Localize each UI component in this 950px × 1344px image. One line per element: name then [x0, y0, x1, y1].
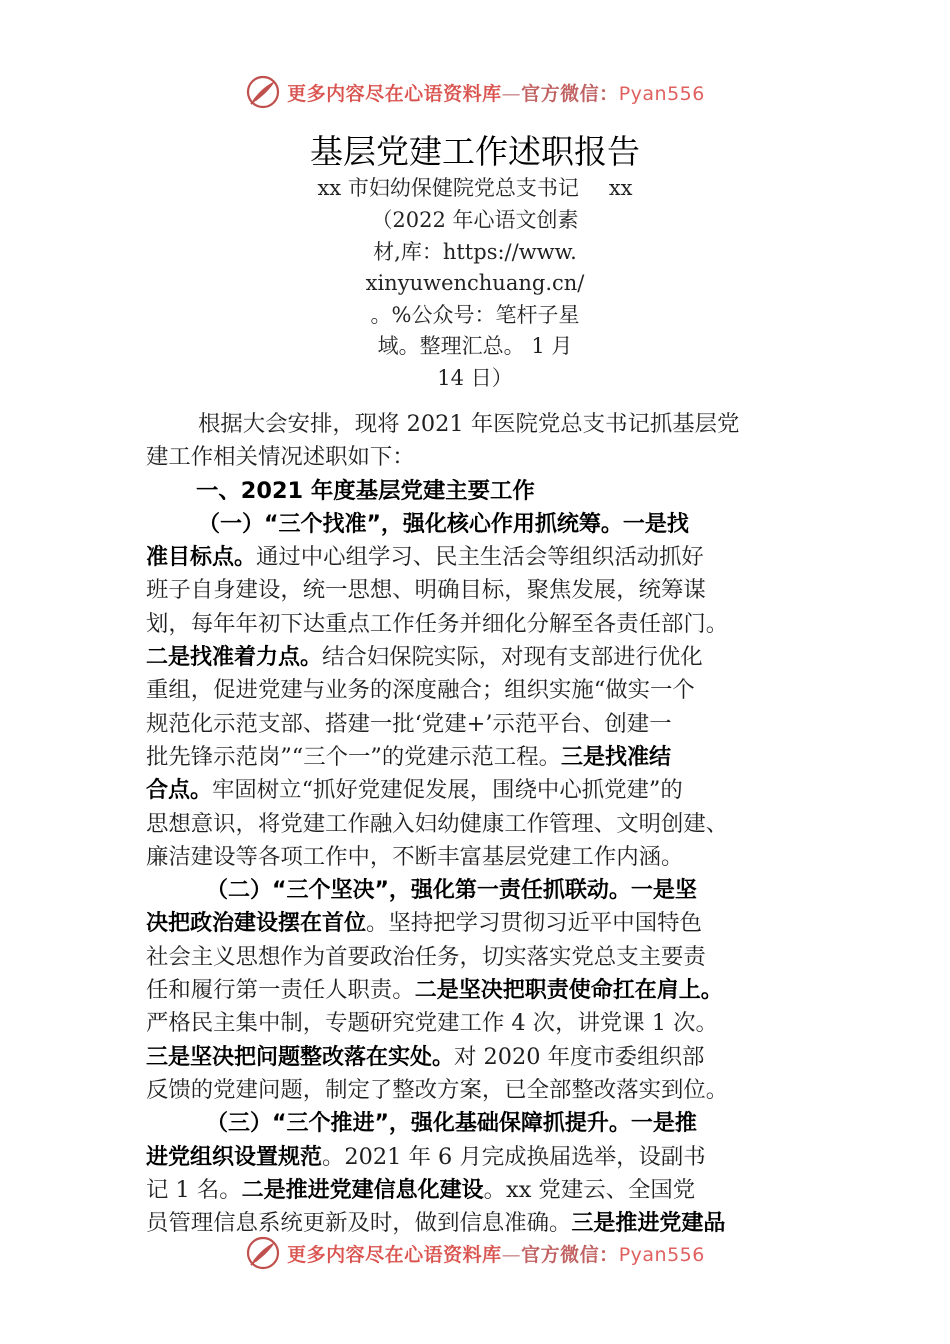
paragraph-line: （二）“三个坚决”，强化第一责任抓联动。一是坚: [206, 878, 697, 904]
source-note: （2022 年心语文创素 材,库：https://www. xinyuwenchuang.cn/ 。%公众号：笔杆子星 域。整理汇总。 1 月 14 日）: [365, 208, 585, 390]
quill-logo-icon: [245, 1235, 281, 1271]
document-title: 基层党建工作述职报告: [310, 132, 640, 171]
paragraph-line: 进党组织设置规范。2021 年 6 月完成换届选举，设副书: [146, 1143, 706, 1170]
paragraph-line: （一）“三个找准”，强化核心作用抓统筹。一是找: [198, 511, 689, 537]
paragraph-line: 任和履行第一责任人职责。二是坚决把职责使命扛在肩上。: [146, 977, 723, 1004]
paragraph-line: 廉洁建设等各项工作中，不断丰富基层党建工作内涵。: [146, 843, 684, 870]
paragraph-line: 记 1 名。二是推进党建信息化建设。xx 党建云、全国党: [146, 1176, 696, 1203]
paragraph-line: 严格民主集中制，专题研究党建工作 4 次，讲党课 1 次。: [146, 1010, 718, 1037]
intro-line: 建工作相关情况述职如下：: [146, 444, 415, 471]
banner-text: 更多内容尽在心语资料库—官方微信：Pyan556: [287, 1243, 705, 1266]
paragraph-line: （三）“三个推进”，强化基础保障抓提升。一是推: [206, 1111, 697, 1137]
footer-banner: [0, 1233, 950, 1273]
paragraph-line: 思想意识，将党建工作融入妇幼健康工作管理、文明创建、: [146, 810, 729, 837]
banner-text: 更多内容尽在心语资料库—官方微信：Pyan556: [287, 82, 705, 105]
paragraph-line: 重组，促进党建与业务的深度融合；组织实施“做实一个: [146, 677, 695, 704]
header-banner: [0, 72, 950, 112]
paragraph-line: 合点。牢固树立“抓好党建促发展，围绕中心抓党建”的: [146, 777, 683, 804]
section-heading: 一、2021 年度基层党建主要工作: [196, 477, 535, 504]
paragraph-line: 规范化示范支部、搭建一批‘党建+’示范平台、创建一: [146, 710, 672, 737]
paragraph-line: 员管理信息系统更新及时，做到信息准确。三是推进党建品: [146, 1210, 726, 1237]
paragraph-line: 准目标点。通过中心组学习、民主生活会等组织活动抓好: [146, 544, 704, 571]
paragraph-line: 班子自身建设，统一思想、明确目标，聚焦发展，统筹谋: [146, 577, 706, 604]
paragraph-line: 二是找准着力点。结合妇保院实际，对现有支部进行优化: [146, 644, 703, 671]
quill-logo-icon: [245, 74, 281, 110]
paragraph-line: 划，每年年初下达重点工作任务并细化分解至各责任部门。: [146, 610, 729, 637]
paragraph-line: 批先锋示范岗”“三个一”的党建示范工程。三是找准结: [146, 743, 671, 770]
paragraph-line: 社会主义思想作为首要政治任务，切实落实党总支主要责: [146, 943, 706, 970]
author-line: xx 市妇幼保健院党总支书记 xx: [317, 176, 633, 200]
intro-line: 根据大会安排，现将 2021 年医院党总支书记抓基层党: [198, 411, 740, 437]
paragraph-line: 决把政治建设摆在首位。坚持把学习贯彻习近平中国特色: [146, 910, 702, 937]
paragraph-line: 反馈的党建问题，制定了整改方案，已全部整改落实到位。: [146, 1076, 729, 1103]
paragraph-line: 三是坚决把问题整改落在实处。对 2020 年度市委组织部: [146, 1043, 705, 1070]
document-body: [146, 408, 796, 1240]
